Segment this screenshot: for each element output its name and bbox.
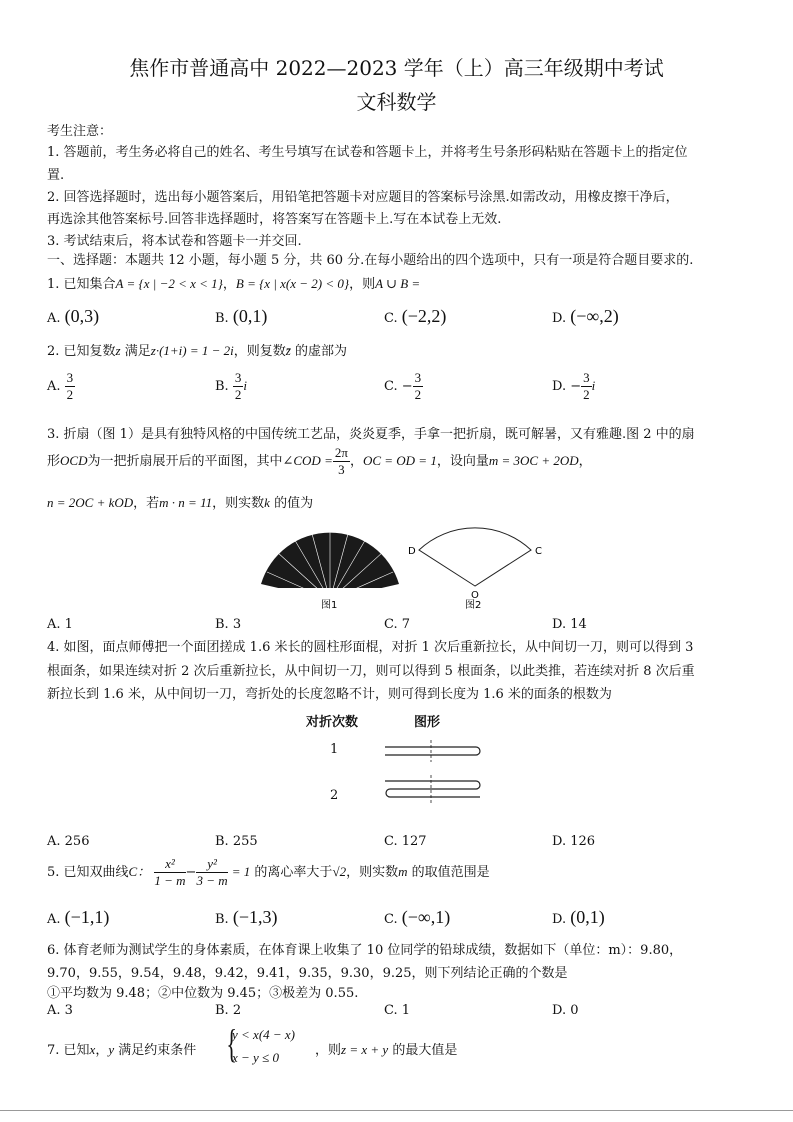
question-7-stem-b: ，则z = x + y 的最大值是 bbox=[315, 1042, 458, 1058]
sector-shape bbox=[419, 528, 531, 586]
q5-option-b[interactable]: B. (−1,3) bbox=[215, 907, 278, 927]
vector-m: m = 3OC + 2OD bbox=[488, 453, 579, 468]
q3-option-d[interactable]: D. 14 bbox=[552, 617, 587, 632]
union-expr: A ∪ B = bbox=[375, 276, 421, 291]
notice-heading: 考生注意： bbox=[47, 124, 113, 139]
q6-option-c[interactable]: C. 1 bbox=[384, 1003, 411, 1018]
constraint-1: y < x(4 − x) bbox=[232, 1027, 296, 1042]
question-3-line3: n = 2OC + kOD，若m · n = 11，则实数k 的值为 bbox=[47, 495, 314, 511]
q4-option-d[interactable]: D. 126 bbox=[552, 834, 596, 849]
q6-option-b[interactable]: B. 2 bbox=[215, 1003, 242, 1018]
notice-item3: 3. 考试结束后，将本试卷和答题卡一并交回. bbox=[47, 234, 302, 249]
q1-option-d[interactable]: D. (−∞,2) bbox=[552, 306, 619, 326]
q5-option-d[interactable]: D. (0,1) bbox=[552, 907, 605, 927]
fan-figure-1 bbox=[255, 522, 405, 612]
q1-option-a[interactable]: A. (0,3) bbox=[47, 306, 100, 326]
set-b: B = {x | x(x − 2) < 0} bbox=[235, 276, 350, 291]
question-4-line1: 4. 如图，面点师傅把一个面团搓成 1.6 米长的圆柱形面棍，对折 1 次后重新拉长，从中间切一刀，则可以得到 3 bbox=[47, 640, 694, 655]
point-o-label: O bbox=[471, 590, 479, 601]
exam-subtitle: 文科数学 bbox=[356, 90, 437, 114]
section1-heading: 一、选择题：本题共 12 小题，每小题 5 分，共 60 分.在每小题给出的四个选项中，只有一项是符合题目要求的. bbox=[47, 253, 694, 268]
point-d-label: D bbox=[408, 546, 416, 557]
question-6-line2: 9.70，9.55，9.54，9.48，9.42，9.41，9.35，9.30，9.25，则下列结论正确的个数是 bbox=[47, 966, 568, 981]
question-3-line1: 3. 折扇（图 1）是具有独特风格的中国传统工艺品，炎炎夏季，手拿一把折扇，既可解暑，又有雅趣.图 2 中的扇 bbox=[47, 427, 695, 442]
sector-figure-2 bbox=[405, 512, 550, 612]
table-row-1-count: 1 bbox=[330, 742, 339, 757]
page-bottom-rule bbox=[0, 1110, 793, 1111]
question-6-line3: ①平均数为 9.48；②中位数为 9.45；③极差为 0.55. bbox=[47, 986, 359, 1001]
notice-item1-line2: 置. bbox=[47, 168, 65, 183]
question-2-stem: 2. 已知复数z 满足z·(1+i) = 1 − 2i，则复数z̄ 的虚部为 bbox=[47, 343, 348, 359]
set-a: A = {x | −2 < x < 1} bbox=[115, 276, 223, 291]
figure-1-caption: 图1 bbox=[321, 600, 338, 611]
question-5-stem: 5. 已知双曲线C： $\frac{\text{x²}}{1 - m}$ − $\frac{\text{y²}}{3 - m}$ = 1 的离心率大于√2，则实数m 的取值范围是 bbox=[47, 856, 490, 888]
question-6-line1: 6. 体育老师为测试学生的身体素质，在体育课上收集了 10 位同学的铅球成绩，数据如下（单位：m）：9.80， bbox=[47, 943, 683, 958]
question-4-line2: 根面条，如果连续对折 2 次后重新拉长，从中间切一刀，则可以得到 5 根面条，以此类推，若连续对折 8 次后重 bbox=[47, 664, 695, 679]
q2-option-b[interactable]: B. $\frac{3}{2}$ i bbox=[215, 370, 247, 402]
q4-option-c[interactable]: C. 127 bbox=[384, 834, 427, 849]
point-c-label: C bbox=[535, 546, 542, 557]
noodle-fold-diagram bbox=[380, 738, 490, 808]
question-4-line3: 新拉长到 1.6 米，从中间切一刀，弯折处的长度忽略不计，则可得到长度为 1.6 米的面条的根数为 bbox=[47, 687, 612, 702]
q5-option-a[interactable]: A. (−1,1) bbox=[47, 907, 110, 927]
q6-option-d[interactable]: D. 0 bbox=[552, 1003, 579, 1018]
question-3-line2: 形OCD为一把折扇展开后的平面图，其中∠COD = $\frac{2\pi}{3}$ ，OC = OD = 1，设向量m = 3OC + 2OD， bbox=[47, 445, 592, 477]
noodle-fold-2 bbox=[385, 781, 480, 797]
q2-option-a[interactable]: A. $\frac{3}{2}$ bbox=[47, 370, 74, 402]
q2-option-c[interactable]: C. − $\frac{3}{2}$ bbox=[384, 370, 422, 402]
notice-item1-line1: 1. 答题前，考生务必将自己的姓名、考生号填写在试卷和答题卡上，并将考生号条形码粘贴在答题卡上的指定位 bbox=[47, 145, 688, 160]
noodle-fold-1 bbox=[385, 747, 480, 755]
notice-item2-line2: 再选涂其他答案标号.回答非选择题时，将答案写在答题卡上.写在本试卷上无效. bbox=[47, 212, 502, 227]
q1-option-c[interactable]: C. (−2,2) bbox=[384, 306, 447, 326]
q4-option-b[interactable]: B. 255 bbox=[215, 834, 258, 849]
question-1-stem: 1. 已知集合A = {x | −2 < x < 1}，B = {x | x(x − 2) < 0}，则A ∪ B = bbox=[47, 276, 421, 292]
q3-option-b[interactable]: B. 3 bbox=[215, 617, 242, 632]
table-header-folds: 对折次数 bbox=[306, 715, 359, 730]
constraint-2: x − y ≤ 0 bbox=[232, 1050, 279, 1065]
q3-option-c[interactable]: C. 7 bbox=[384, 617, 411, 632]
table-row-2-count: 2 bbox=[330, 788, 339, 803]
q3-option-a[interactable]: A. 1 bbox=[47, 617, 73, 632]
notice-item2-line1: 2. 回答选择题时，选出每小题答案后，用铅笔把答题卡对应题目的答案标号涂黑.如需改动，用橡皮擦干净后， bbox=[47, 190, 679, 205]
table-header-shape: 图形 bbox=[414, 715, 441, 730]
q6-option-a[interactable]: A. 3 bbox=[47, 1003, 73, 1018]
figure-2-caption: 图2 bbox=[465, 600, 482, 611]
objective-z: z = x + y bbox=[341, 1042, 389, 1057]
exam-title: 焦作市普通高中 2022—2023 学年（上）高三年级期中考试 bbox=[129, 56, 664, 80]
q1-option-b[interactable]: B. (0,1) bbox=[215, 306, 268, 326]
vector-n: n = 2OC + kOD bbox=[47, 495, 134, 510]
q5-option-c[interactable]: C. (−∞,1) bbox=[384, 907, 451, 927]
question-7-stem-a: 7. 已知x，y 满足约束条件 bbox=[47, 1042, 197, 1058]
constraint-brace: { bbox=[226, 1021, 237, 1066]
complex-equation: z·(1+i) = 1 − 2i bbox=[150, 343, 234, 358]
q2-option-d[interactable]: D. − $\frac{3}{2}$ i bbox=[552, 370, 596, 402]
q4-option-a[interactable]: A. 256 bbox=[47, 834, 90, 849]
